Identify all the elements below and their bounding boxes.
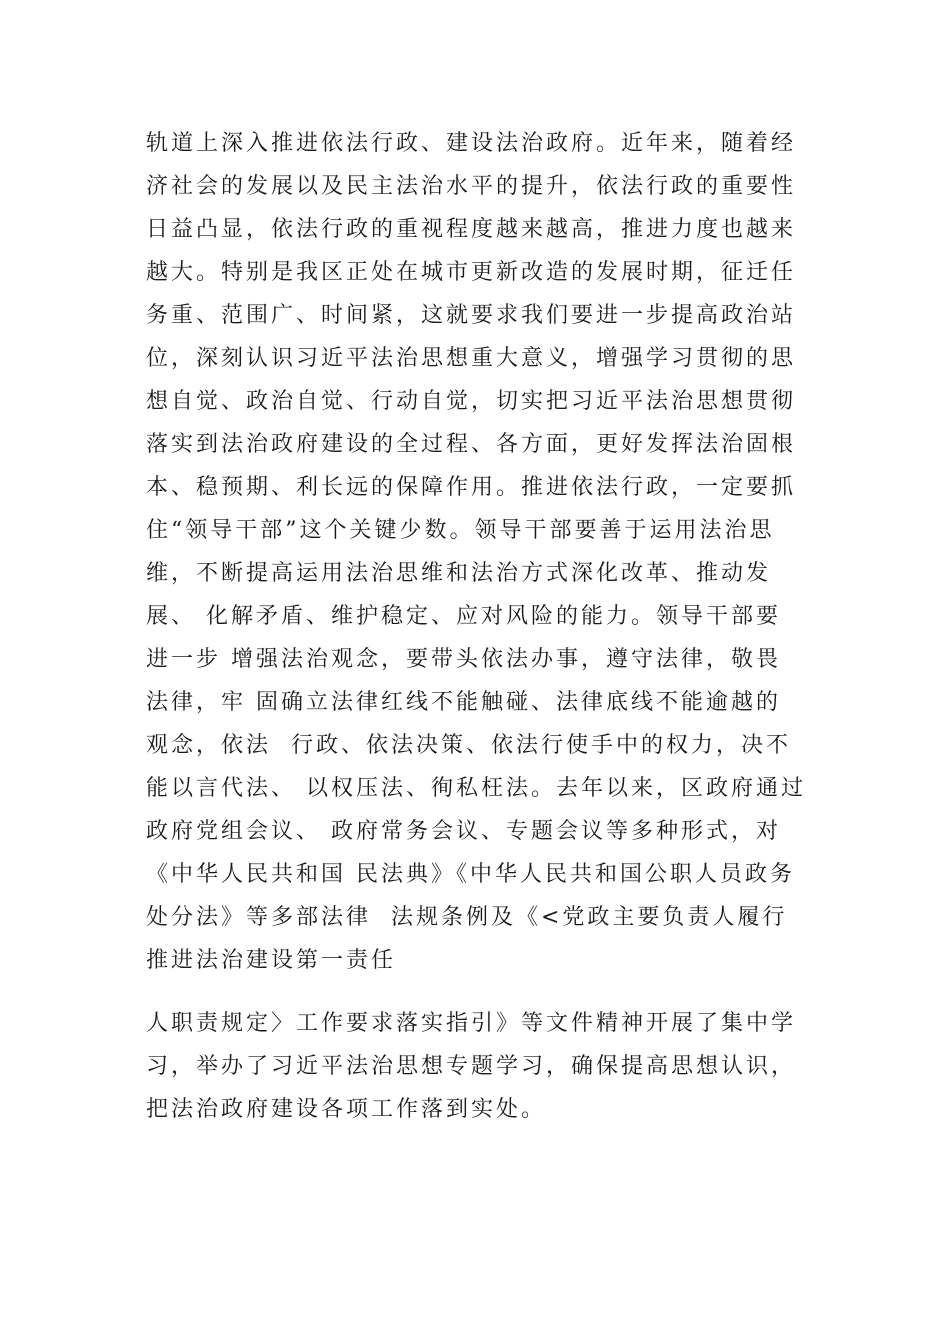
text-line: 法律，牢 固确立法律红线不能触碰、法律底线不能逾越的 bbox=[146, 690, 781, 715]
text-line: 展、 化解矛盾、维护稳定、应对风险的能力。领导干部要 bbox=[146, 604, 781, 629]
text-line: 越大。特别是我区正处在城市更新改造的发展时期，征迁任 bbox=[146, 260, 797, 285]
text-line: 维，不断提高运用法治思维和法治方式深化改革、推动发 bbox=[146, 561, 772, 586]
text-line: 推进法治建设第一责任 bbox=[146, 948, 397, 973]
text-line: 本、稳预期、利长远的保障作用。推进依法行政，一定要抓 bbox=[146, 475, 797, 500]
text-line: 人职责规定〉工作要求落实指引》等文件精神开展了集中学 bbox=[146, 1011, 797, 1036]
text-line: 轨道上深入推进依法行政、建设法治政府。近年来，随着经 bbox=[146, 131, 797, 156]
text-line: 政府党组会议、 政府常务会议、专题会议等多种形式，对 bbox=[146, 819, 781, 844]
text-line: 习，举办了习近平法治思想专题学习，确保提高思想认识， bbox=[146, 1054, 797, 1079]
text-line: 济社会的发展以及民主法治水平的提升，依法行政的重要性 bbox=[146, 174, 797, 199]
text-line: 观念，依法 行政、依法决策、依法行使手中的权力，决不 bbox=[146, 733, 791, 758]
paragraph-1 bbox=[146, 122, 826, 982]
text-line: 处分法》等多部法律 法规条例及《<党政主要负责人履行 bbox=[146, 905, 788, 930]
text-line: 能以言代法、 以权压法、徇私枉法。去年以来，区政府通过 bbox=[146, 776, 806, 801]
text-line: 日益凸显，依法行政的重视程度越来越高，推进力度也越来 bbox=[146, 217, 797, 242]
text-line: 把法治政府建设各项工作落到实处。 bbox=[146, 1097, 547, 1122]
text-line: 住“领导干部”这个关键少数。领导干部要善于运用法治思 bbox=[146, 518, 775, 543]
text-line: 《中华人民共和国 民法典》《中华人民共和国公职人员政务 bbox=[146, 862, 795, 887]
paragraph-2 bbox=[146, 1002, 826, 1131]
text-line: 务重、范围广、时间紧，这就要求我们要进一步提高政治站 bbox=[146, 303, 797, 328]
text-line: 落实到法治政府建设的全过程、各方面，更好发挥法治固根 bbox=[146, 432, 797, 457]
text-line: 想自觉、政治自觉、行动自觉，切实把习近平法治思想贯彻 bbox=[146, 389, 797, 414]
text-line: 位，深刻认识习近平法治思想重大意义，增强学习贯彻的思 bbox=[146, 346, 797, 371]
text-line: 进一步 增强法治观念，要带头依法办事，遵守法律，敬畏 bbox=[146, 647, 781, 672]
